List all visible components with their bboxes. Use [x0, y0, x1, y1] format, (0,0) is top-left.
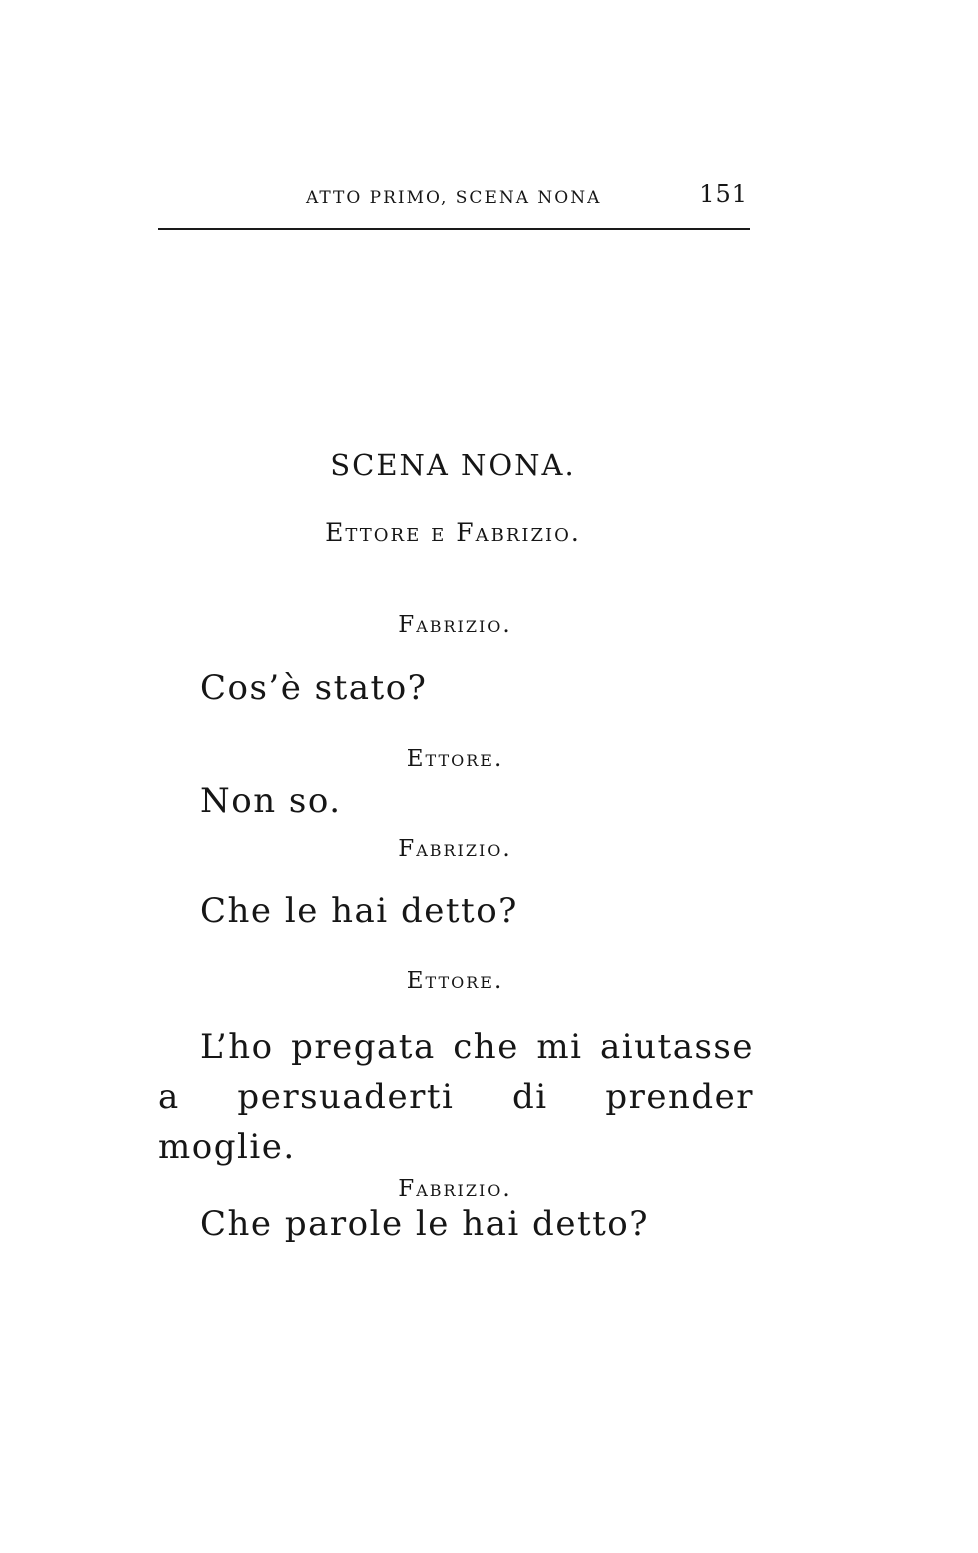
header-rule: [158, 228, 750, 230]
speaker-label: Fabrizio.: [398, 1176, 512, 1202]
running-title: ATTO PRIMO, SCENA NONA: [306, 188, 602, 208]
scene-characters: Ettore e Fabrizio.: [325, 518, 581, 547]
page-number: 151: [699, 180, 748, 208]
speaker-label: Fabrizio.: [398, 836, 512, 862]
dialogue-paragraph: L’ho pregata che mi aiutasse a persuaderti di prender moglie.: [158, 1027, 754, 1167]
dialogue-line: Cos’è stato?: [200, 668, 428, 708]
dialogue-line: Che parole le hai detto?: [200, 1204, 649, 1244]
speaker-label: Ettore.: [406, 746, 504, 772]
scene-title: SCENA NONA.: [330, 448, 576, 482]
speaker-label: Ettore.: [406, 968, 504, 994]
running-head: [158, 178, 750, 214]
dialogue-line: Non so.: [200, 781, 342, 821]
speaker-label: Fabrizio.: [398, 612, 512, 638]
dialogue-line: Che le hai detto?: [200, 891, 518, 931]
